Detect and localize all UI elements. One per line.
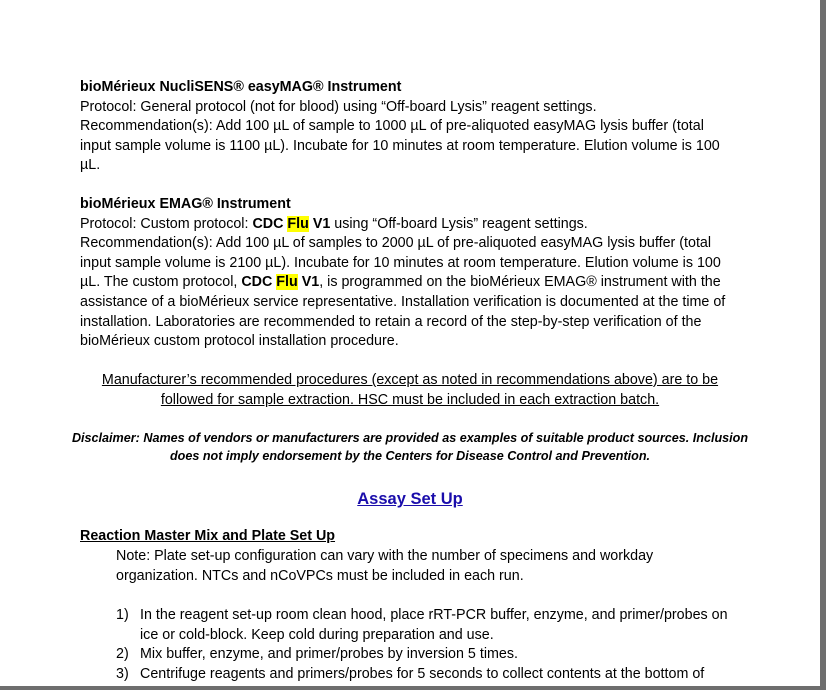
- emag-rec-line4: assistance of a bioMérieux service representative. Installation verification is documented at the time of: [80, 293, 726, 310]
- emag-rec-line3-cdc: CDC: [241, 274, 277, 291]
- note-line2: organization. NTCs and nCoVPCs must be included in each run.: [116, 567, 524, 584]
- list-item: [116, 665, 756, 685]
- step-line: ice or cold-block. Keep cold during preparation and use.: [140, 626, 494, 643]
- manufacturer-note-line1: Manufacturer’s recommended procedures (except as noted in recommendations above) are to be: [101, 372, 719, 388]
- manufacturer-note: [60, 371, 760, 410]
- easymag-section: [80, 78, 760, 176]
- list-item: [116, 645, 756, 665]
- note-line1: Note: Plate set-up configuration can vary with the number of specimens and workday: [116, 548, 654, 564]
- step-line: Centrifuge reagents and primers/probes for 5 seconds to collect contents at the bottom of: [140, 665, 705, 682]
- master-mix-subheading: Reaction Master Mix and Plate Set Up: [80, 528, 336, 544]
- emag-protocol-cdc: CDC: [252, 215, 288, 232]
- emag-protocol-v1: V1: [308, 215, 331, 232]
- step-number: 1): [116, 607, 129, 623]
- emag-rec-line2: input sample volume is 2100 µL). Incubate for 10 minutes at room temperature. Elution volume is 100: [80, 254, 721, 271]
- emag-protocol-suffix: using “Off-board Lysis” reagent settings.: [330, 215, 588, 232]
- viewer-right-edge: [820, 0, 826, 690]
- emag-protocol: [80, 215, 760, 235]
- disclaimer-line1: Disclaimer: Names of vendors or manufacturers are provided as examples of suitable product sources. Inclusion: [71, 431, 749, 445]
- viewer-bottom-edge: [0, 686, 826, 690]
- emag-protocol-prefix: Protocol: Custom protocol:: [80, 215, 253, 232]
- assay-setup-link[interactable]: Assay Set Up: [357, 490, 463, 508]
- step-number: 3): [116, 665, 129, 682]
- disclaimer: [60, 429, 760, 466]
- easymag-rec-line3: µL.: [80, 157, 101, 174]
- emag-rec-line6: bioMérieux custom protocol installation procedure.: [80, 333, 399, 350]
- step-line: Mix buffer, enzyme, and primer/probes by inversion 5 times.: [140, 646, 518, 663]
- emag-rec-line3-prefix: µL. The custom protocol,: [80, 274, 242, 291]
- emag-heading: bioMérieux EMAG® Instrument: [80, 196, 291, 212]
- easymag-heading: bioMérieux NucliSENS® easyMAG® Instrument: [80, 79, 402, 95]
- emag-section: [80, 195, 760, 352]
- easymag-protocol: Protocol: General protocol (not for blood) using “Off-board Lysis” reagent settings.: [80, 98, 597, 115]
- step-line: In the reagent set-up room clean hood, place rRT-PCR buffer, enzyme, and primer/probes on: [140, 607, 728, 623]
- easymag-rec-line2: input sample volume is 1100 µL). Incubate for 10 minutes at room temperature. Elution volume is 100: [80, 137, 720, 154]
- emag-rec-line3: [80, 273, 760, 293]
- emag-rec-line5: installation. Laboratories are recommended to retain a record of the step-by-step verification of the: [80, 313, 702, 330]
- disclaimer-line2: does not imply endorsement by the Centers for Disease Control and Prevention.: [169, 449, 651, 464]
- emag-protocol-flu: Flu: [287, 215, 309, 232]
- list-item: [116, 606, 756, 645]
- emag-rec-line1: Recommendation(s): Add 100 µL of samples to 2000 µL of pre-aliquoted easyMAG lysis buffer (total: [80, 235, 712, 252]
- emag-rec-line3-suffix: , is programmed on the bioMérieux EMAG® instrument with the: [319, 274, 721, 291]
- easymag-rec-line1: Recommendation(s): Add 100 µL of sample to 1000 µL of pre-aliquoted easyMAG lysis buffer (total: [80, 118, 704, 135]
- step-number: 2): [116, 646, 129, 663]
- steps-list: [116, 606, 756, 684]
- emag-rec-line3-v1: V1: [297, 274, 320, 291]
- emag-rec-line3-flu: Flu: [276, 274, 298, 291]
- plate-setup-note: [116, 547, 736, 586]
- manufacturer-note-line2: followed for sample extraction. HSC must be included in each extraction batch.: [160, 391, 660, 408]
